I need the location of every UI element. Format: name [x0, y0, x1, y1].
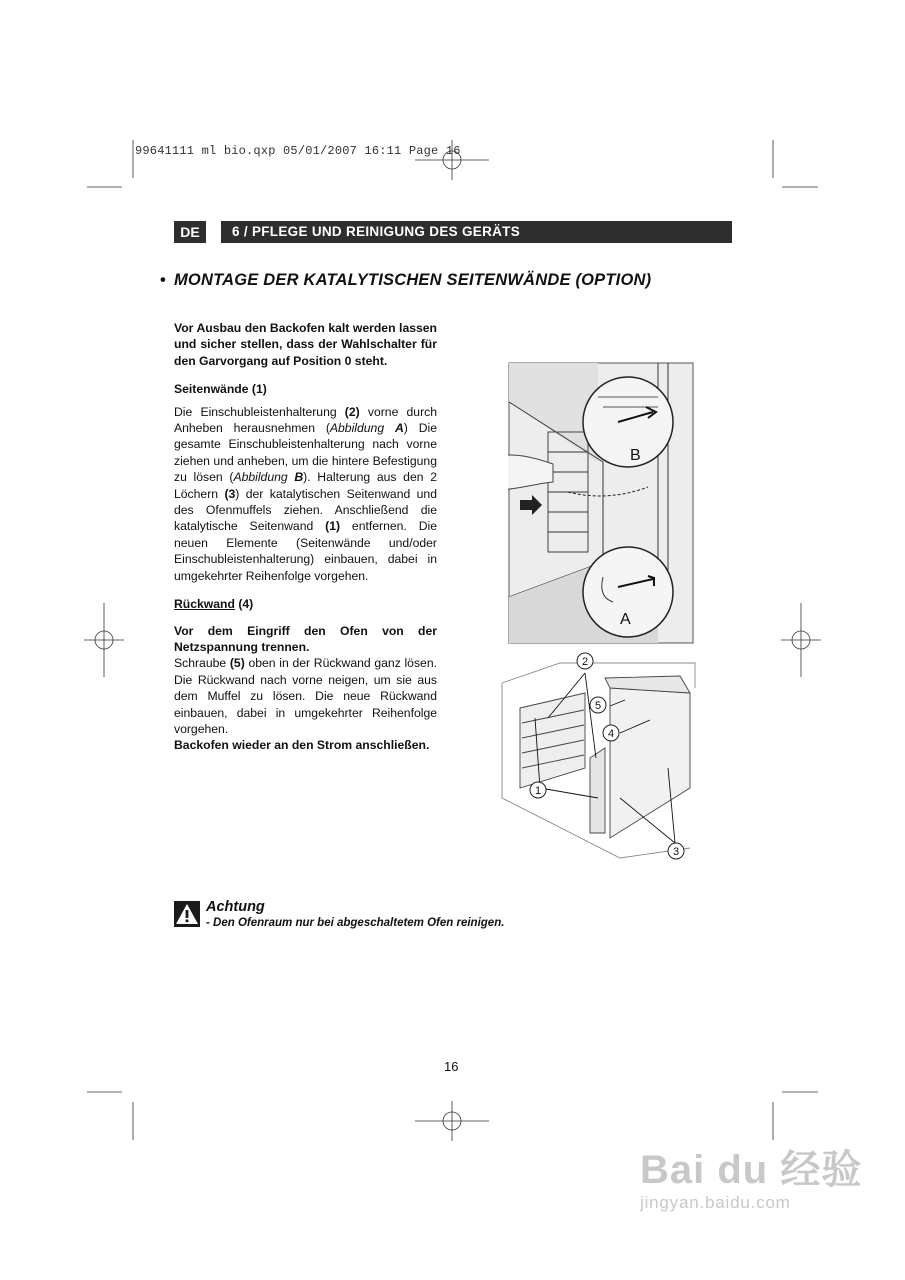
bw-ref-5: (5): [229, 656, 245, 671]
warning-icon: [174, 901, 200, 927]
callout-2: 2: [581, 656, 589, 668]
page-number: 16: [444, 1059, 459, 1074]
back-wall-heading: [174, 596, 437, 612]
side-walls-paragraph: [174, 404, 437, 584]
sw-text-1: Die Einschubleistenhalterung: [174, 404, 345, 419]
callout-1: 1: [534, 785, 542, 797]
sw-text-4: ). Halterung aus den 2 Löchern: [174, 470, 437, 501]
back-wall-paragraph: [174, 655, 437, 737]
sw-text-6: entfernen. Die neuen Elemente (Seitenwände und/oder Einschubleistenhalterung) einbauen, dabei in umgekehrter Reihenfolge vorgehen.: [174, 519, 437, 583]
attention-text: - Den Ofenraum nur bei abgeschaltetem Ofen reinigen.: [206, 917, 505, 929]
language-badge: DE: [174, 221, 206, 243]
back-wall-final: Backofen wieder an den Strom anschließen.: [174, 738, 430, 753]
bw-text-2: oben in der Rückwand ganz lösen. Die Rückwand nach vorne neigen, um sie aus dem Muffel zu lösen. Die neue Rückwand einbauen, dabei in umgekehrter Reihenfolge vorgehen.: [174, 656, 437, 736]
figure-exploded-parts: [500, 648, 700, 866]
figure-label-a: A: [620, 611, 631, 628]
sw-text-3: ) Die gesamte Einschubleistenhalterung nach vorne ziehen und anheben, um die hintere Befestigung zu lösen (: [174, 421, 437, 485]
back-wall-heading-num: (4): [234, 597, 254, 612]
bw-text-1: Schraube: [174, 656, 230, 671]
sw-figure-ref-b: B: [294, 470, 304, 485]
figure-side-wall-removal: [508, 362, 694, 644]
attention-title: Achtung: [206, 899, 265, 915]
sw-ref-1: (1): [325, 519, 341, 534]
sw-text-2: vorne durch Anheben herausnehmen (: [174, 404, 437, 436]
section-title-bar: 6 / PFLEGE UND REINIGUNG DES GERÄTS: [221, 221, 732, 243]
callout-5: 5: [594, 700, 602, 712]
side-walls-heading: Seitenwände (1): [174, 382, 267, 397]
title-bullet: •: [160, 271, 166, 289]
sw-figure-ref-a: A: [394, 421, 404, 436]
back-wall-heading-text: Rückwand: [174, 597, 235, 612]
sw-ref-3: (3: [224, 486, 236, 501]
sw-text-5: ) der katalytischen Seitenwand und des Ofenmuffels ziehen. Anschließend die katalytische Seitenwand: [174, 486, 437, 534]
baidu-watermark: [640, 1138, 870, 1213]
figure-label-b: B: [630, 447, 641, 464]
page-title-text: MONTAGE DER KATALYTISCHEN SEITENWÄNDE (OPTION): [173, 271, 652, 289]
watermark-main: Bai du 经验: [640, 1148, 863, 1192]
sw-figure-ref-a-label: Abbildung: [329, 421, 395, 436]
callout-4: 4: [607, 728, 615, 740]
sw-figure-ref-b-label: Abbildung: [233, 470, 295, 485]
print-slug-header: 99641111 ml bio.qxp 05/01/2007 16:11 Page 16: [135, 144, 461, 158]
watermark-url: jingyan.baidu.com: [640, 1193, 791, 1212]
callout-3: 3: [672, 846, 680, 858]
text-column: [174, 320, 437, 754]
page-title: [160, 271, 651, 290]
sw-ref-2: (2): [344, 404, 360, 419]
intro-paragraph: Vor Ausbau den Backofen kalt werden lassen und sicher stellen, dass der Wahlschalter für den Garvorgang auf Position 0 steht.: [174, 321, 437, 368]
back-wall-warning: Vor dem Eingriff den Ofen von der Netzspannung trennen.: [174, 623, 437, 654]
